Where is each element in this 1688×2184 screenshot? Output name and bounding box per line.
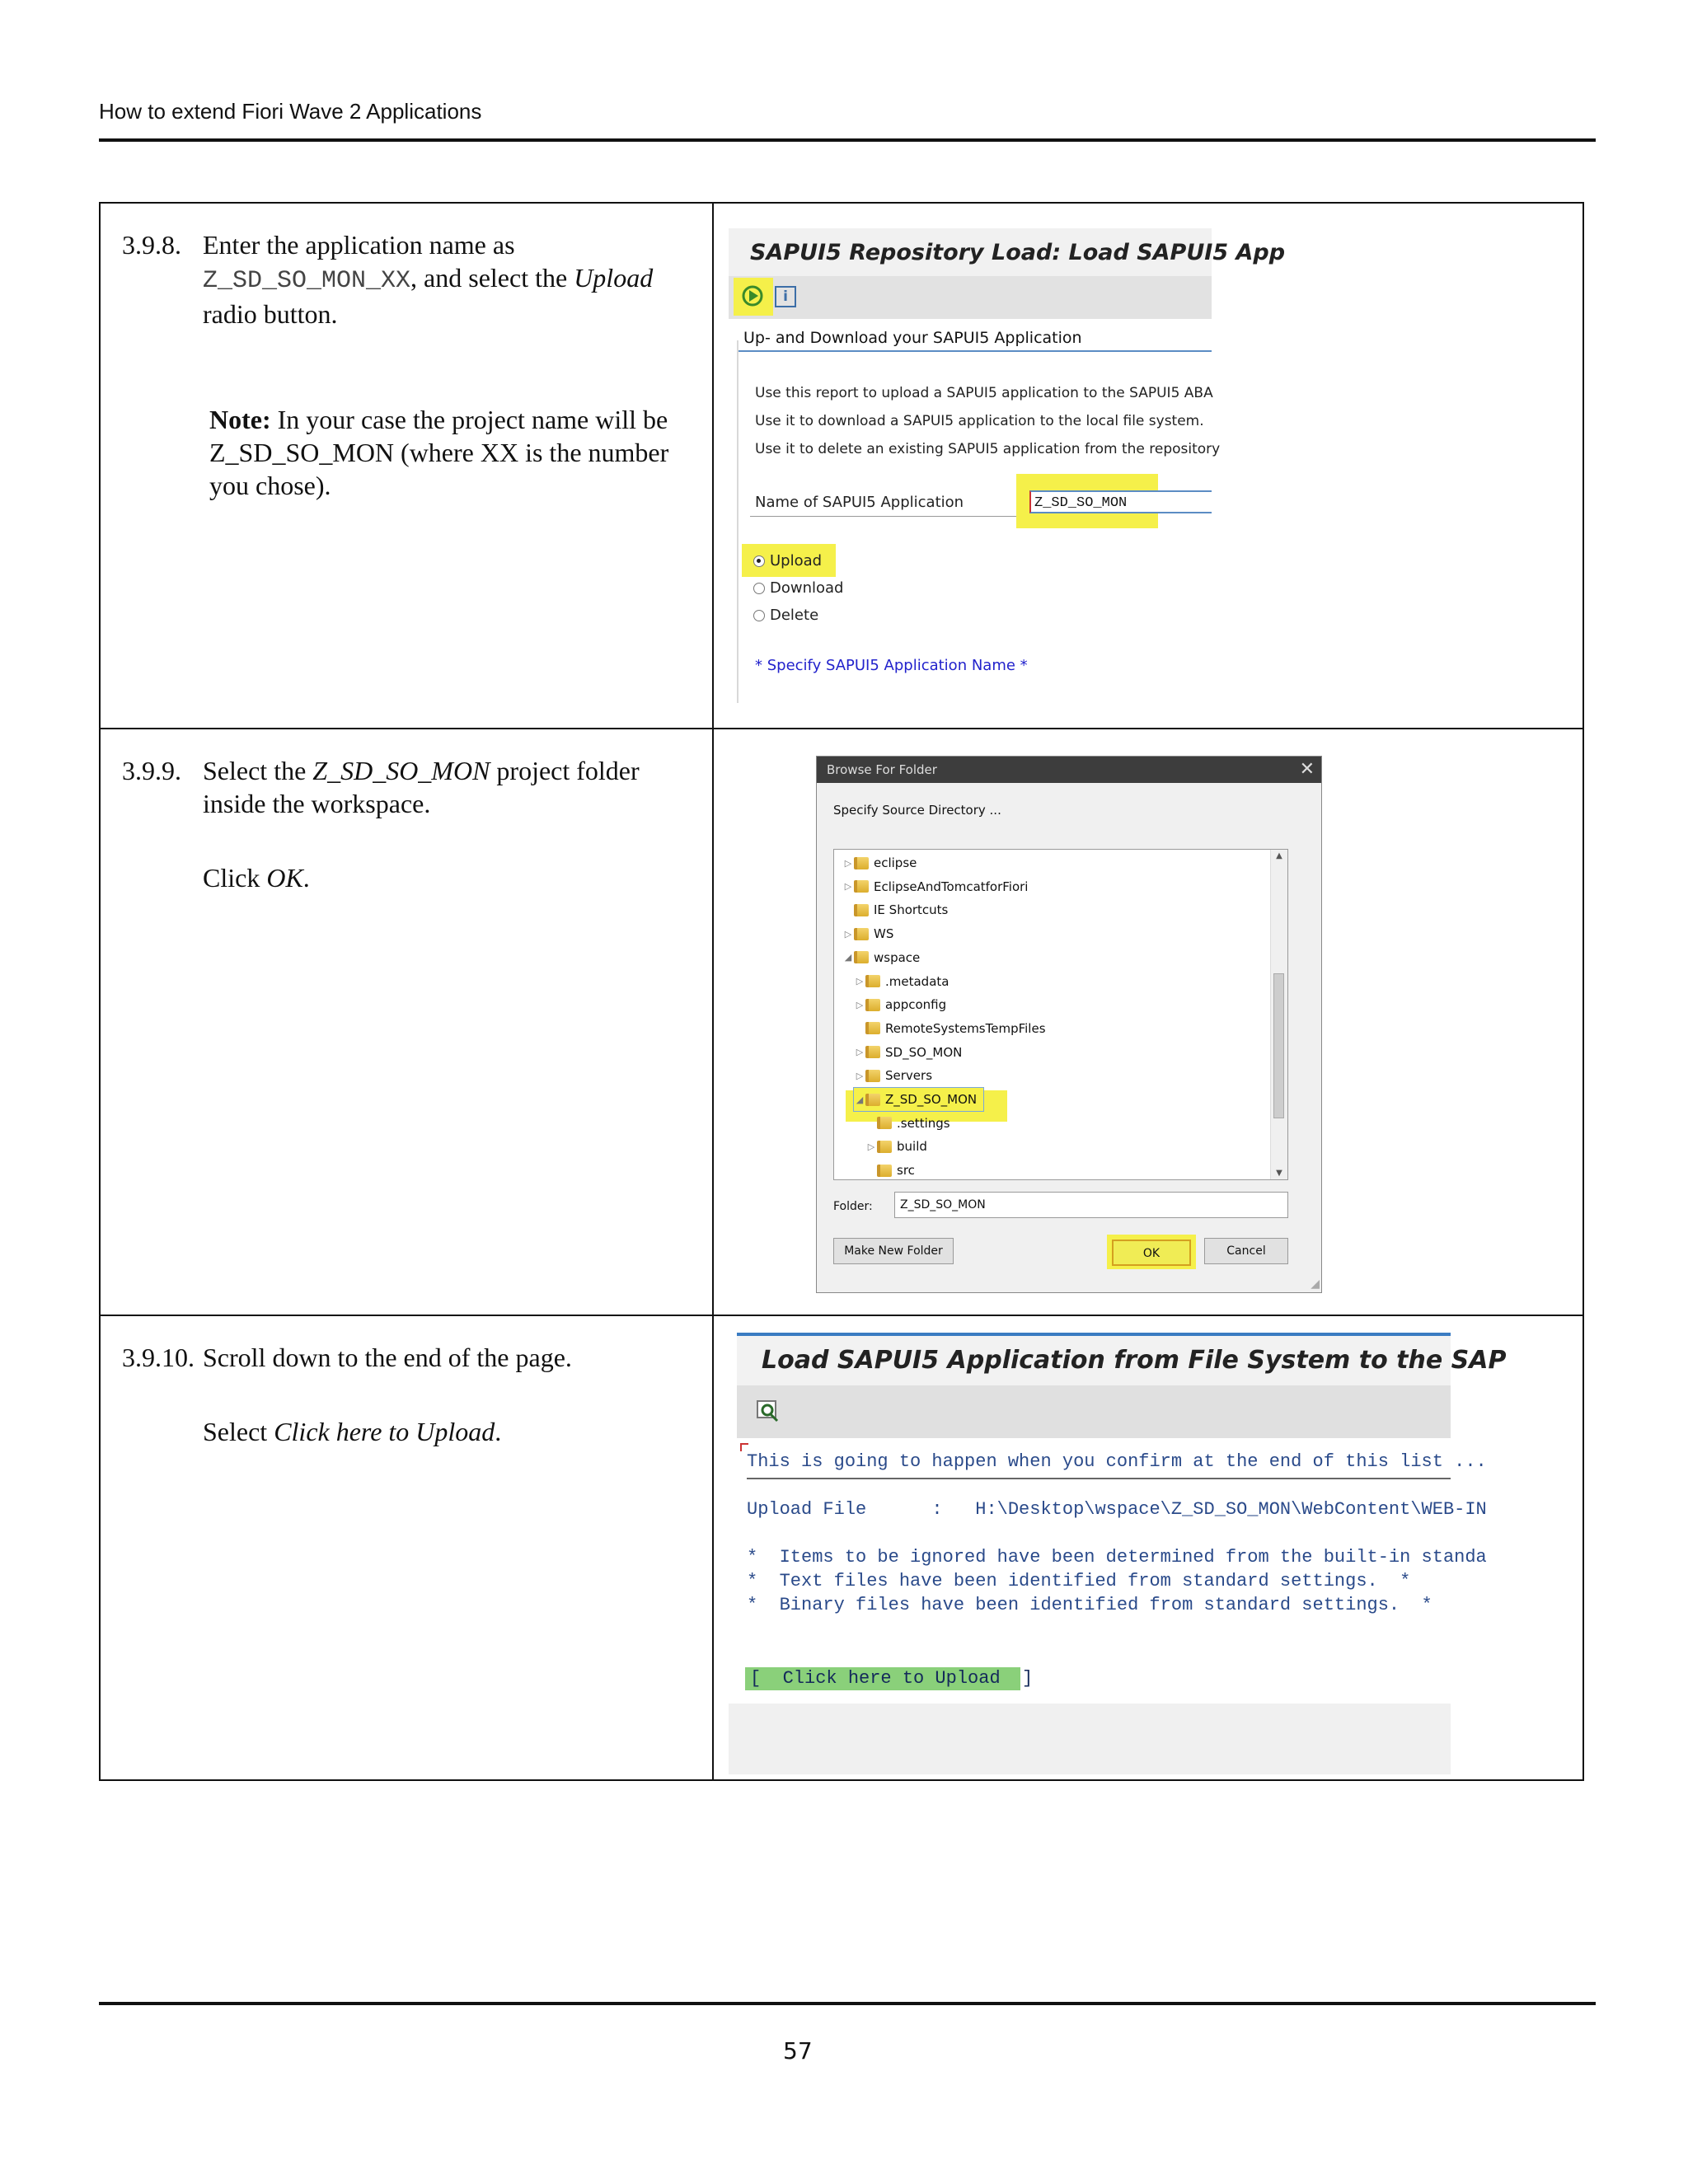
cancel-button[interactable]: Cancel	[1204, 1238, 1288, 1264]
make-new-folder-button[interactable]: Make New Folder	[833, 1238, 954, 1264]
folder-tree[interactable]	[833, 849, 1288, 1180]
step-select-instruction: Select Click here to Upload.	[203, 1417, 502, 1446]
tree-item-sd-so-mon[interactable]	[854, 1041, 962, 1064]
tree-item-eclipseandtomcatforfiori[interactable]	[842, 875, 1028, 898]
expand-arrow-icon[interactable]: ▷	[856, 1070, 864, 1081]
browse-folder-dialog	[816, 756, 1322, 1293]
report-toolbar	[737, 1385, 1451, 1438]
info-bullet: * Binary files have been identified from standard settings. *	[747, 1595, 1432, 1615]
expand-arrow-icon[interactable]: ◢	[856, 1094, 864, 1105]
folder-input[interactable]: Z_SD_SO_MON	[894, 1192, 1288, 1218]
load-sapui5-application-screenshot	[729, 1333, 1507, 1774]
radio-upload[interactable]: Upload	[753, 552, 822, 569]
description-line: Use this report to upload a SAPUI5 application to the SAPUI5 ABA	[755, 385, 1213, 401]
expand-arrow-icon[interactable]: ▷	[844, 857, 852, 869]
folder-icon	[865, 1094, 880, 1106]
folder-icon	[877, 1117, 892, 1129]
ok-button[interactable]: OK	[1112, 1240, 1191, 1266]
group-box-title: Up- and Download your SAPUI5 Application	[737, 329, 1212, 352]
folder-icon	[877, 1141, 892, 1153]
expand-arrow-icon[interactable]: ▷	[856, 999, 864, 1010]
dialog-title: Browse For Folder ✕	[817, 757, 1321, 783]
scroll-thumb[interactable]	[1273, 973, 1284, 1118]
folder-icon	[865, 999, 880, 1011]
app-name-input[interactable]: Z_SD_SO_MON	[1029, 490, 1212, 513]
tree-item-label: .settings	[897, 1115, 950, 1131]
find-icon[interactable]	[755, 1399, 781, 1425]
tree-item-label: WS	[874, 926, 894, 942]
folder-icon	[854, 928, 869, 940]
step-click-instruction: Click OK.	[203, 863, 310, 893]
step-text-cell	[100, 729, 713, 1315]
tree-item-label: SD_SO_MON	[885, 1044, 963, 1060]
tree-item-settings[interactable]	[865, 1112, 950, 1135]
close-icon[interactable]: ✕	[1299, 759, 1315, 780]
tree-item-eclipse[interactable]	[842, 851, 917, 874]
tree-item-label: Servers	[885, 1068, 933, 1084]
step-text-cell	[100, 1315, 713, 1780]
tree-item-src[interactable]	[865, 1159, 915, 1182]
footer-rule	[99, 2002, 1596, 2005]
step-row-3-9-8	[100, 203, 1583, 729]
radio-icon	[753, 610, 765, 621]
tree-item-label: build	[897, 1139, 927, 1155]
expand-arrow-icon[interactable]: ◢	[844, 952, 852, 963]
folder-icon	[865, 1046, 880, 1058]
step-row-3-9-10	[100, 1315, 1583, 1780]
scroll-down-icon[interactable]: ▼	[1276, 1169, 1282, 1178]
header-rule	[99, 138, 1596, 142]
info-bullet: * Items to be ignored have been determined from the built-in standa	[747, 1547, 1487, 1568]
tree-item-label: appconfig	[885, 997, 947, 1013]
step-image-cell	[713, 729, 1583, 1315]
tree-item-servers[interactable]	[854, 1064, 932, 1087]
resize-grip-icon[interactable]: ◢	[1311, 1277, 1320, 1291]
step-instruction: Enter the application name as Z_SD_SO_MON_XX, and select the Upload radio button.	[203, 230, 654, 329]
description-line: Use it to download a SAPUI5 application to the local file system.	[755, 413, 1204, 429]
folder-icon	[865, 1070, 880, 1082]
expand-arrow-icon[interactable]: ▷	[856, 976, 864, 987]
steps-table	[99, 202, 1584, 1781]
step-row-3-9-9	[100, 729, 1583, 1315]
radio-download[interactable]: Download	[753, 579, 843, 597]
tree-item-label: src	[897, 1163, 915, 1179]
step-number: 3.9.8.	[122, 230, 181, 260]
expand-arrow-icon[interactable]: ▷	[856, 1047, 864, 1058]
radio-delete[interactable]: Delete	[753, 607, 818, 624]
tree-item-z-sd-so-mon[interactable]	[854, 1088, 983, 1111]
tree-item-label: RemoteSystemsTempFiles	[885, 1020, 1046, 1036]
execute-button[interactable]	[734, 278, 773, 316]
dialog-prompt: Specify Source Directory ...	[833, 803, 1001, 818]
tree-item-label: .metadata	[885, 973, 950, 989]
app-name-code: Z_SD_SO_MON_XX	[203, 267, 411, 295]
step-note: Note: In your case the project name will be Z_SD_SO_MON (where XX is the number you chose).	[209, 405, 669, 500]
step-instruction: Select the Z_SD_SO_MON project folder inside the workspace.	[203, 756, 640, 818]
tree-item-label: EclipseAndTomcatforFiori	[874, 879, 1029, 894]
tree-item-label: Z_SD_SO_MON	[885, 1092, 978, 1107]
info-bullet: * Text files have been identified from standard settings. *	[747, 1571, 1411, 1591]
sapui5-repository-load-screenshot	[729, 228, 1286, 706]
tree-item-metadata[interactable]	[854, 970, 949, 993]
scroll-up-icon[interactable]: ▲	[1276, 851, 1282, 860]
intro-line: This is going to happen when you confirm at the end of this list ...	[747, 1451, 1487, 1472]
folder-icon	[854, 880, 869, 893]
click-here-to-upload-button[interactable]: [ Click here to Upload ]	[745, 1667, 1020, 1690]
execute-icon	[740, 284, 765, 308]
radio-selected-icon	[753, 555, 765, 567]
tree-item-ws[interactable]	[842, 922, 893, 945]
folder-icon	[854, 951, 869, 963]
step-number: 3.9.9.	[122, 756, 181, 785]
report-title: Load SAPUI5 Application from File System to the SAP	[737, 1336, 1451, 1385]
info-icon[interactable]: i	[775, 286, 796, 307]
step-text-cell	[100, 203, 713, 729]
upload-file-line: Upload File : H:\Desktop\wspace\Z_SD_SO_MON\WebContent\WEB-IN	[747, 1499, 1487, 1520]
step-image-cell	[713, 203, 1583, 729]
description-line: Use it to delete an existing SAPUI5 application from the repository	[755, 441, 1221, 457]
tree-item-build[interactable]	[865, 1135, 927, 1158]
expand-arrow-icon[interactable]: ▷	[844, 928, 852, 940]
expand-arrow-icon[interactable]: ▷	[867, 1141, 875, 1152]
step-instruction: Scroll down to the end of the page.	[203, 1343, 572, 1372]
step-image-cell	[713, 1315, 1583, 1780]
page-number: 57	[783, 2037, 813, 2064]
folder-icon	[877, 1165, 892, 1177]
tree-item-remotesystemstempfiles[interactable]	[854, 1017, 1046, 1040]
tree-item-label: IE Shortcuts	[874, 902, 949, 918]
report-toolbar	[729, 276, 1212, 319]
tree-item-wspace[interactable]	[842, 946, 920, 969]
folder-icon	[854, 857, 869, 869]
tree-item-label: wspace	[874, 949, 921, 965]
tree-item-appconfig[interactable]	[854, 993, 946, 1016]
app-name-label: Name of SAPUI5 Application	[755, 494, 964, 511]
step-number: 3.9.10.	[122, 1343, 195, 1372]
folder-icon	[865, 1022, 880, 1034]
folder-icon	[865, 975, 880, 987]
tree-scrollbar[interactable]	[1270, 850, 1287, 1179]
folder-label: Folder:	[833, 1200, 873, 1213]
tree-item-ie-shortcuts[interactable]	[842, 898, 948, 921]
report-title: SAPUI5 Repository Load: Load SAPUI5 App	[729, 228, 1212, 276]
expand-arrow-icon[interactable]: ▷	[844, 881, 852, 893]
tree-item-label: eclipse	[874, 855, 917, 870]
radio-icon	[753, 583, 765, 594]
folder-icon	[854, 904, 869, 916]
status-message: * Specify SAPUI5 Application Name *	[755, 657, 1028, 674]
page-header-title: How to extend Fiori Wave 2 Applications	[99, 99, 482, 124]
